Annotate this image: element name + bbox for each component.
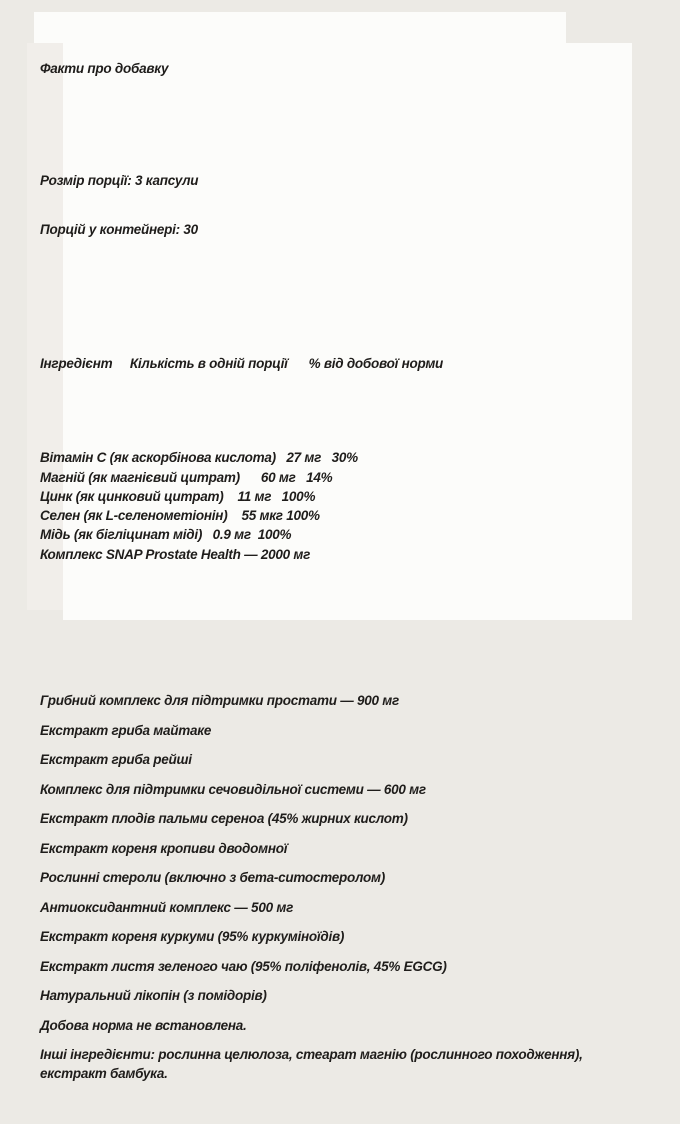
ingredient-paragraph: Екстракт гриба рейші	[40, 752, 192, 768]
ingredient-row: Мідь (як бігліцинат міді) 0.9 мг 100%	[40, 527, 292, 543]
serving-info	[40, 141, 625, 269]
ingredient-paragraph: Екстракт кореня куркуми (95% куркуміноїдів)	[40, 929, 345, 945]
ingredient-paragraph: Комплекс для підтримки сечовидільної системи — 600 мг	[40, 781, 426, 797]
ingredient-rows	[40, 403, 625, 564]
ingredient-row: Магній (як магнієвий цитрат) 60 мг 14%	[40, 469, 333, 485]
ingredient-row: Комплекс SNAP Prostate Health — 2000 мг	[40, 546, 311, 562]
ingredient-row: Селен (як L-селенометіонін) 55 мкг 100%	[40, 508, 320, 524]
servings-per-container-line: Порцій у контейнері: 30	[40, 222, 198, 237]
ingredient-paragraph: Натуральний лікопін (з помідорів)	[40, 988, 267, 1004]
ingredient-paragraph: Антиоксидантний комплекс — 500 мг	[40, 899, 294, 915]
ingredient-paragraph: Добова норма не встановлена.	[40, 1017, 247, 1033]
ingredient-row: Вітамін С (як аскорбінова кислота) 27 мг 30%	[40, 450, 358, 466]
ingredient-paragraph: Інші інгредієнти: рослинна целюлоза, стеарат магнію (рослинного походження), екстракт бамбука.	[40, 1047, 587, 1082]
ingredient-table-header: Інгредієнт Кількість в одній порції % від добової норми	[40, 356, 444, 371]
ingredient-paragraph: Грибний комплекс для підтримки простати — 900 мг	[40, 693, 399, 709]
label-title: Факти про добавку	[40, 61, 169, 76]
ingredient-paragraphs	[40, 646, 625, 1083]
ingredient-paragraph: Екстракт плодів пальми сереноа (45% жирних кислот)	[40, 811, 408, 827]
supplement-facts-label	[40, 14, 625, 1124]
serving-size-line: Розмір порції: 3 капсули	[40, 173, 199, 188]
ingredient-paragraph: Екстракт гриба майтаке	[40, 722, 212, 738]
ingredient-paragraph: Екстракт листя зеленого чаю (95% поліфенолів, 45% EGCG)	[40, 958, 447, 974]
ingredient-paragraph: Екстракт кореня кропиви дводомної	[40, 840, 288, 856]
ingredient-paragraph: Рослинні стероли (включно з бета-ситостеролом)	[40, 870, 385, 886]
ingredient-row: Цинк (як цинковий цитрат) 11 мг 100%	[40, 488, 316, 504]
ingredient-table	[40, 324, 625, 594]
